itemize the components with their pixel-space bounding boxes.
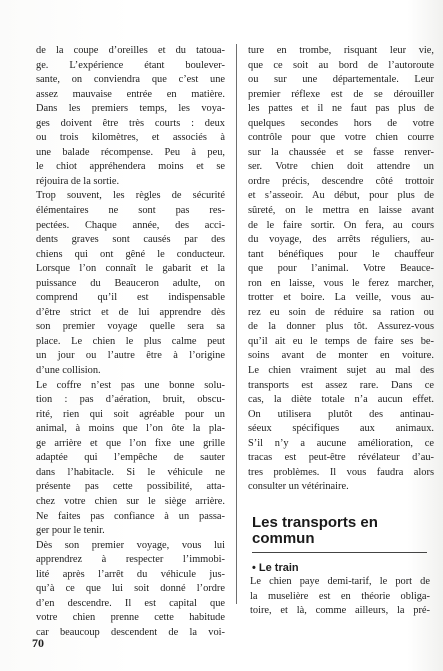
text-line: séeux spécifiques aux animaux. — [248, 423, 434, 435]
text-line: tracas est peut-être révélateur d’au- — [248, 452, 434, 464]
text-line: dans l’habitacle. Si le véhicule ne — [36, 466, 225, 478]
text-line: place. Le chien le plus calme peut — [36, 335, 225, 347]
text-line: Dans les premiers temps, les voya- — [36, 103, 225, 115]
section-heading-line-2: commun — [252, 530, 315, 547]
text-line: présente pas cette possibilité, atta- — [36, 481, 225, 493]
text-line: ser. Votre chien doit attendre un — [248, 161, 434, 173]
text-line: de le faire sortir. On fera, au cours — [248, 219, 434, 231]
text-line: quelques secondes hors de votre — [248, 117, 434, 129]
heading-rule — [252, 552, 427, 553]
text-line: sante, on conviendra que c’est une — [36, 74, 225, 86]
text-line: puissance du Beauceron adulte, on — [36, 277, 225, 289]
text-line: la muselière est en théorie obliga- — [250, 590, 430, 602]
text-line: contrôle pour que votre chien courre — [248, 132, 434, 144]
text-line: ou sur une départementale. Leur — [248, 74, 434, 86]
text-line: transports est assez rare. Dans ce — [248, 379, 434, 391]
text-line: réjouira de la sortie. — [36, 175, 120, 187]
text-line: sur la chaussée et se fasse renver- — [248, 146, 434, 158]
text-line: rité, rien qui soit agréable pour un — [36, 408, 225, 420]
column-divider — [236, 44, 237, 604]
text-line: les pattes et il ne faut pas plus de — [248, 103, 434, 115]
text-line: ron en laisse, vous le ferez marcher, — [248, 277, 434, 289]
text-line: de la coupe d’oreilles et du tatoua- — [36, 45, 225, 56]
text-line: d’une collision. — [36, 365, 101, 377]
text-line: Le chien vraiment sujet au mal des — [248, 365, 434, 377]
text-line: pectées. Chaque année, des acci- — [36, 219, 225, 231]
text-line: un jour ou l’autre être à l’origine — [36, 350, 225, 362]
text-line: lité après l’arrêt du véhicule jus- — [36, 568, 225, 580]
subsection-text — [250, 575, 430, 619]
text-line: Lorsque l’on connaît le gabarit et la — [36, 263, 225, 275]
text-line: assez mauvaise entrée en matière. — [36, 88, 225, 100]
text-line: d’être strict et de lui apprendre dès — [36, 306, 225, 318]
text-line: trotter et boire. La veille, vous au- — [248, 292, 434, 304]
text-line: animal, à moins que l’on ôte la pla- — [36, 423, 225, 435]
right-text-column — [248, 44, 434, 495]
text-line: sûreté, on le mettra en laisse avant — [248, 205, 434, 217]
text-line: rez eu soin de réduire sa ration ou — [248, 306, 434, 318]
text-line: Le coffre n’est pas une bonne solu- — [36, 379, 225, 391]
text-line: ges doivent être très courts : deux — [36, 117, 225, 129]
section-heading — [252, 515, 432, 547]
text-line: Le chien paye demi-tarif, le port de — [250, 576, 430, 587]
section-heading-line-1: Les transports en — [252, 514, 378, 531]
text-line: qu’à ce que lui soit donné l’ordre — [36, 583, 225, 595]
text-line: Trop souvent, les règles de sécurité — [36, 190, 225, 202]
text-line: tant bénéfiques pour le chauffeur — [248, 248, 434, 260]
text-line: ge. L’expérience étant boulever- — [36, 59, 225, 71]
text-line: Dès son premier voyage, vous lui — [36, 539, 225, 551]
text-line: que ce soit au bord de l’autoroute — [248, 59, 434, 71]
text-line: adaptée qui l’empêche de sauter — [36, 452, 225, 464]
text-line: son premier voyage quelle sera sa — [36, 321, 225, 333]
subsection-heading: • Le train — [252, 562, 299, 574]
text-line: votre chien prenne cette habitude — [36, 612, 225, 624]
text-line: cas, la diète totale n’a aucun effet. — [248, 394, 434, 406]
text-line: qu’il ait eu le temps de faire ses be- — [248, 335, 434, 347]
text-line: une balade récompense. Peu à peu, — [36, 146, 225, 158]
text-line: le chiot appréhendera moins et se — [36, 161, 225, 173]
page-number: 70 — [32, 636, 44, 650]
text-line: chez votre chien sur le siège arrière. — [36, 495, 225, 507]
text-line: ou trois kilomètres, et associés à — [36, 132, 225, 144]
text-line: consulter un vétérinaire. — [248, 481, 349, 493]
left-text-column — [36, 44, 225, 640]
text-line: tres problèmes. Il vous faudra alors — [248, 466, 434, 478]
text-line: soins avant de monter en voiture. — [248, 350, 434, 362]
text-line: S’il n’y a aucune amélioration, ce — [248, 437, 434, 449]
text-line: On utilisera plutôt des antinau- — [248, 408, 434, 420]
text-line: élémentaires ne sont pas res- — [36, 205, 225, 217]
text-line: Ne faites pas confiance à un passa- — [36, 510, 225, 522]
text-line: de la donner plus tôt. Assurez-vous — [248, 321, 434, 333]
text-line: car beaucoup descendent de la voi- — [36, 626, 225, 638]
text-line: chiens qui ont gêné le conducteur. — [36, 248, 225, 260]
text-line: comprend qu’il est indispensable — [36, 292, 225, 304]
text-line: tion : pas d’aération, bruit, obscu- — [36, 394, 225, 406]
text-line: et s’asseoir. Au début, pour plus de — [248, 190, 434, 202]
text-line: d’en descendre. Il est capital que — [36, 597, 225, 609]
text-line: ge arrière et que l’on fixe une grille — [36, 437, 225, 449]
text-line: ture en trombe, risquant leur vie, — [248, 45, 434, 56]
text-line: premier réflexe est de se dérouiller — [248, 88, 434, 100]
text-line: apprendrez à respecter l’immobi- — [36, 554, 225, 566]
text-line: du voyage, des arrêts réguliers, au- — [248, 234, 434, 246]
text-line: ordre précis, descendre côté trottoir — [248, 175, 434, 187]
text-line: toire, et là, comme ailleurs, la pré- — [250, 605, 430, 617]
text-line: ger pour le tenir. — [36, 525, 105, 537]
text-line: dents graves sont causés par des — [36, 234, 225, 246]
text-line: que pour l’animal. Votre Beauce- — [248, 263, 434, 275]
